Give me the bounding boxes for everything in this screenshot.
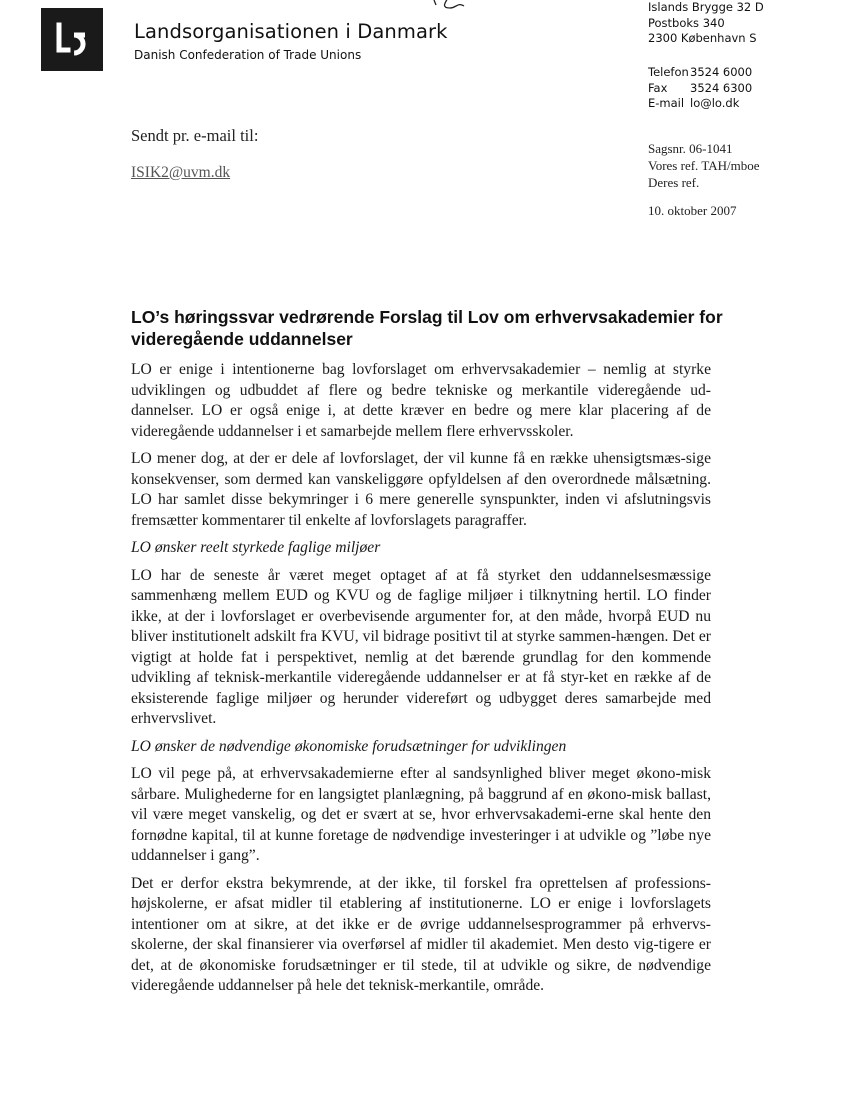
lo-logo <box>41 8 103 71</box>
reference-block <box>648 140 759 191</box>
paragraph: Det er derfor ekstra bekymrende, at der ikke, til forskel fra oprettelsen af professions-højskolerne, er afsat midler til etablering af institutionerne. LO er enige i lovforslagets intentioner om at sikre, at det ikke er de øvrige uddannelsesprogrammer på erhvervs-skolerne, der skal finansierer via overførsel af midler til akademiet. Men desto vig-tigere er det, at de økonomiske forudsætninger er til stede, til at udvikle og sikre, de nødvendige videregående uddannelser på hele det teknisk-merkantile, område. <box>131 874 711 994</box>
section-subheading: LO ønsker de nødvendige økonomiske forudsætninger for udviklingen <box>131 737 567 755</box>
paragraph: LO vil pege på, at erhvervsakademierne efter al sandsynlighed bliver meget økono-misk sårbare. Mulighederne for en langsigtet planlægning, på baggrund af en økono-misk ballast, vil være meget vanskelig, og det er svært at se, hvor erhvervsakademi-erne skal hente den fornødne kapital, til at kunne foretage de nødvendige investeringer i at udvikle og ”løbe nye uddannelser i gang”. <box>131 765 711 864</box>
paragraph: LO har de seneste år været meget optaget af at få styrket den uddannelsesmæssige sammenhæng mellem EUD og KVU og de faglige miljøer i tilknytning hertil. LO finder ikke, at der i lovforslaget er overbevisende argumenter for, at den måde, hvorpå EUD nu bliver institutionelt adskilt fra KVU, vil bidrage positivt til at styrke sammen-hængen. Det er vigtigt at holde fat i perspektivet, nemlig at det bærende grundlag for den kommende udvikling af teknisk-merkantile videregående uddannelser er at få styr-ket en række af de eksisterende faglige miljøer og herunder videreført og udbygget deres samarbejde med erhvervslivet. <box>131 566 711 727</box>
organization-name: Landsorganisationen i Danmark <box>134 20 448 43</box>
sent-label: Sendt pr. e-mail til: <box>131 126 259 145</box>
email-value[interactable]: lo@lo.dk <box>690 96 740 110</box>
document-title: LO’s høringssvar vedrørende Forslag til Lov om erhvervsakademier for videregående uddannelser <box>131 307 723 349</box>
paragraph: LO mener dog, at der er dele af lovforslaget, der vil kunne få en række uhensigtsmæs-sige konsekvenser, som dermed kan vanskeliggøre opfyldelsen af den overordnede målsætning. LO har samlet disse bekymringer i 6 mere generelle synspunkter, inden vi afslutningsvis fremsætter kommentarer til enkelte af lovforslagets paragraffer. <box>131 450 711 529</box>
fax-value: 3524 6300 <box>690 80 753 95</box>
our-reference: Vores ref. TAH/mboe <box>648 158 760 173</box>
your-reference: Deres ref. <box>648 175 700 190</box>
fax-row <box>648 81 752 97</box>
phone-value: 3524 6000 <box>690 65 753 79</box>
phone-label: Telefon <box>648 65 689 79</box>
phone-row <box>648 65 752 81</box>
organization-header <box>134 20 448 62</box>
address-block <box>648 0 764 47</box>
letter-date: 10. oktober 2007 <box>648 203 737 218</box>
paragraph: LO er enige i intentionerne bag lovforslaget om erhvervsakademier – nemlig at styrke udviklingen og udbuddet af flere og bedre tekniske og merkantile videregående ud-dannelser. LO er også enige i, at dette kræver en bedre og mere klar placering af de videregående uddannelser i et samarbejde mellem flere erhvervsskoler. <box>131 361 711 440</box>
section-subheading: LO ønsker reelt styrkede faglige miljøer <box>131 539 381 556</box>
address-line: 2300 København S <box>648 31 757 45</box>
case-number: Sagsnr. 06-1041 <box>648 141 733 156</box>
address-line: Postboks 340 <box>648 15 725 30</box>
email-row <box>648 96 752 112</box>
recipient-email-link[interactable]: ISIK2@uvm.dk <box>131 164 231 181</box>
document-body <box>131 360 711 1004</box>
lo-logo-icon <box>41 8 103 71</box>
fax-label: Fax <box>648 80 668 95</box>
contact-block <box>648 65 752 112</box>
address-line: Islands Brygge 32 D <box>648 0 764 14</box>
handwritten-mark <box>428 0 468 14</box>
email-label: E-mail <box>648 96 685 110</box>
organization-subtitle: Danish Confederation of Trade Unions <box>134 48 362 62</box>
